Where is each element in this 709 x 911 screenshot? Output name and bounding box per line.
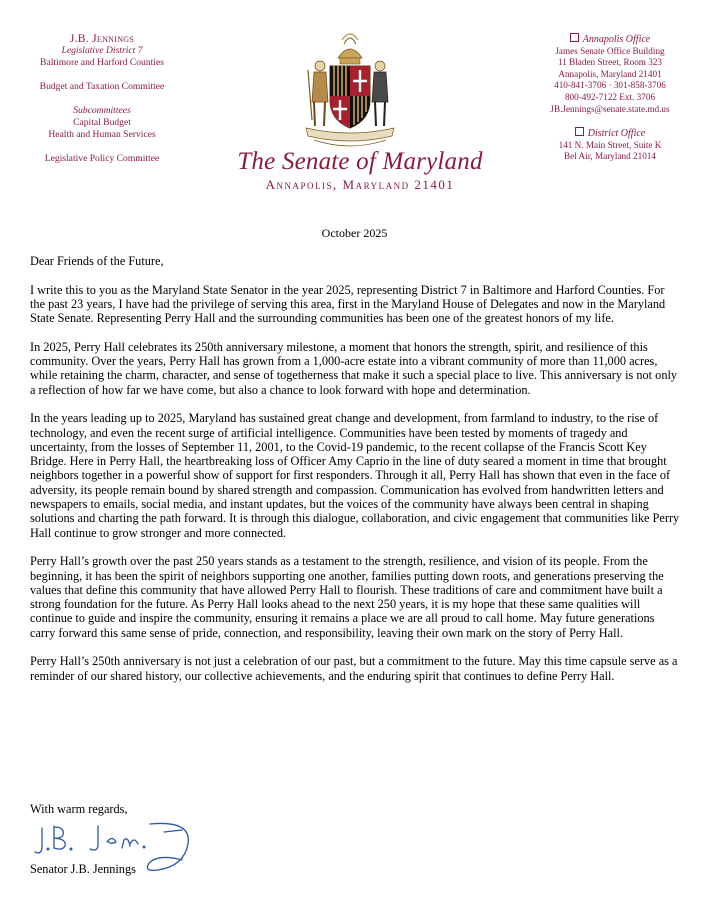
maryland-seal-icon: [300, 30, 400, 152]
paragraph: Perry Hall’s growth over the past 250 years stands as a testament to the strength, resilience, and vision of its people. From the beginning, it has been the spirit of neighbors supporting one another, families putting down roots, and generations preserving the values that define this community that have allowed Perry Hall to flourish. These traditions of care and commitment have built a strong foundation for the future. As Perry Hall looks ahead to the next 250 years, it is my hope that these same qualities will continue to guide and inspire the community, ensuring it remains a place we are all proud to call home. May future generations carry forward this same sense of pride, connection, and responsibility, leaving their own mark on the story of Perry Hall.: [30, 554, 664, 640]
district-office-heading: District Office: [520, 127, 700, 140]
office-info-block: [520, 33, 700, 163]
district-line-1: 141 N. Main Street, Suite K: [558, 139, 662, 150]
letter-body: [30, 254, 682, 697]
counties: Baltimore and Harford Counties: [40, 57, 164, 68]
senator-email: JB.Jennings@senate.state.md.us: [550, 103, 670, 114]
paragraph: I write this to you as the Maryland State Senator in the year 2025, representing District 7 in Baltimore and Harford Counties. For the past 23 years, I have had the privilege of serving this area, first in the Maryland House of Delegates and now in the Maryland State Senate. Representing Perry Hall and the surrounding communities has been one of the greatest honors of my life.: [30, 282, 666, 326]
annapolis-tollfree: 800-492-7122 Ext. 3706: [564, 91, 656, 102]
closing: With warm regards,: [30, 802, 128, 816]
legislative-district: Legislative District 7: [61, 45, 143, 56]
salutation: Dear Friends of the Future,: [30, 254, 164, 268]
signer-name: Senator J.B. Jennings: [30, 862, 136, 876]
letter-date: October 2025: [321, 226, 388, 240]
annapolis-office-heading: Annapolis Office: [520, 33, 700, 46]
annapolis-phone: 410-841-3706 · 301-858-3706: [554, 80, 666, 91]
senate-title: The Senate of Maryland: [237, 148, 483, 175]
checkbox-icon: [570, 33, 579, 42]
senator-name: J.B. Jennings: [69, 33, 135, 45]
annapolis-line-3: Annapolis, Maryland 21401: [558, 68, 662, 79]
checkbox-icon: [575, 127, 584, 136]
annapolis-line-1: James Senate Office Building: [555, 45, 665, 56]
paragraph: In the years leading up to 2025, Maryland has sustained great change and development, from farmland to industry, to the rise of technology, and even the recent surge of artificial intelligence. Communities have been tested by moments of tragedy and uncertainty, from the losses of September 11, 2001, to the Covid-19 pandemic, to the recent collapse of the Francis Scott Key Bridge. Here in Perry Hall, the heartbreaking loss of Officer Amy Caprio in the line of duty seared a moment in time that brought neighbors together in a powerful show of support for first responders. Through it all, Perry Hall has shown that even in the face of adversity, its people remain bound by shared strength and compassion. Communication has evolved from handwritten letters and newspapers to emails, social media, and instant updates, but the voices of the community have always been central in shaping solutions and charting the path forward. It is through this dialogue, collaboration, and civic engagement that communities like Perry Hall continue to grow stronger and more connected.: [30, 411, 680, 540]
senate-address: Annapolis, Maryland 21401: [265, 177, 455, 192]
subcommittee-health: Health and Human Services: [48, 129, 156, 140]
policy-committee: Legislative Policy Committee: [44, 153, 160, 164]
paragraph: In 2025, Perry Hall celebrates its 250th anniversary milestone, a moment that honors the strength, spirit, and resilience of this community. Over the years, Perry Hall has grown from a 1,000-acre estate into a vibrant community of more than 11,000 acres, while retaining the charm, character, and sense of togetherness that make it such a special place to live. This anniversary is not only a reflection of how far we have come, but also a chance to look forward with hope and determination.: [30, 339, 678, 397]
district-line-2: Bel Air, Maryland 21014: [563, 151, 656, 162]
senator-info-block: [12, 33, 192, 165]
subcommittees-heading: Subcommittees: [73, 105, 131, 116]
annapolis-line-2: 11 Bladen Street, Room 323: [557, 57, 663, 68]
subcommittee-capital-budget: Capital Budget: [73, 117, 131, 128]
committee: Budget and Taxation Committee: [39, 81, 165, 92]
paragraph: Perry Hall’s 250th anniversary is not just a celebration of our past, but a commitment to the future. May this time capsule serve as a reminder of our shared history, our collective achievements, and the enduring spirit that continues to define Perry Hall.: [30, 654, 678, 683]
